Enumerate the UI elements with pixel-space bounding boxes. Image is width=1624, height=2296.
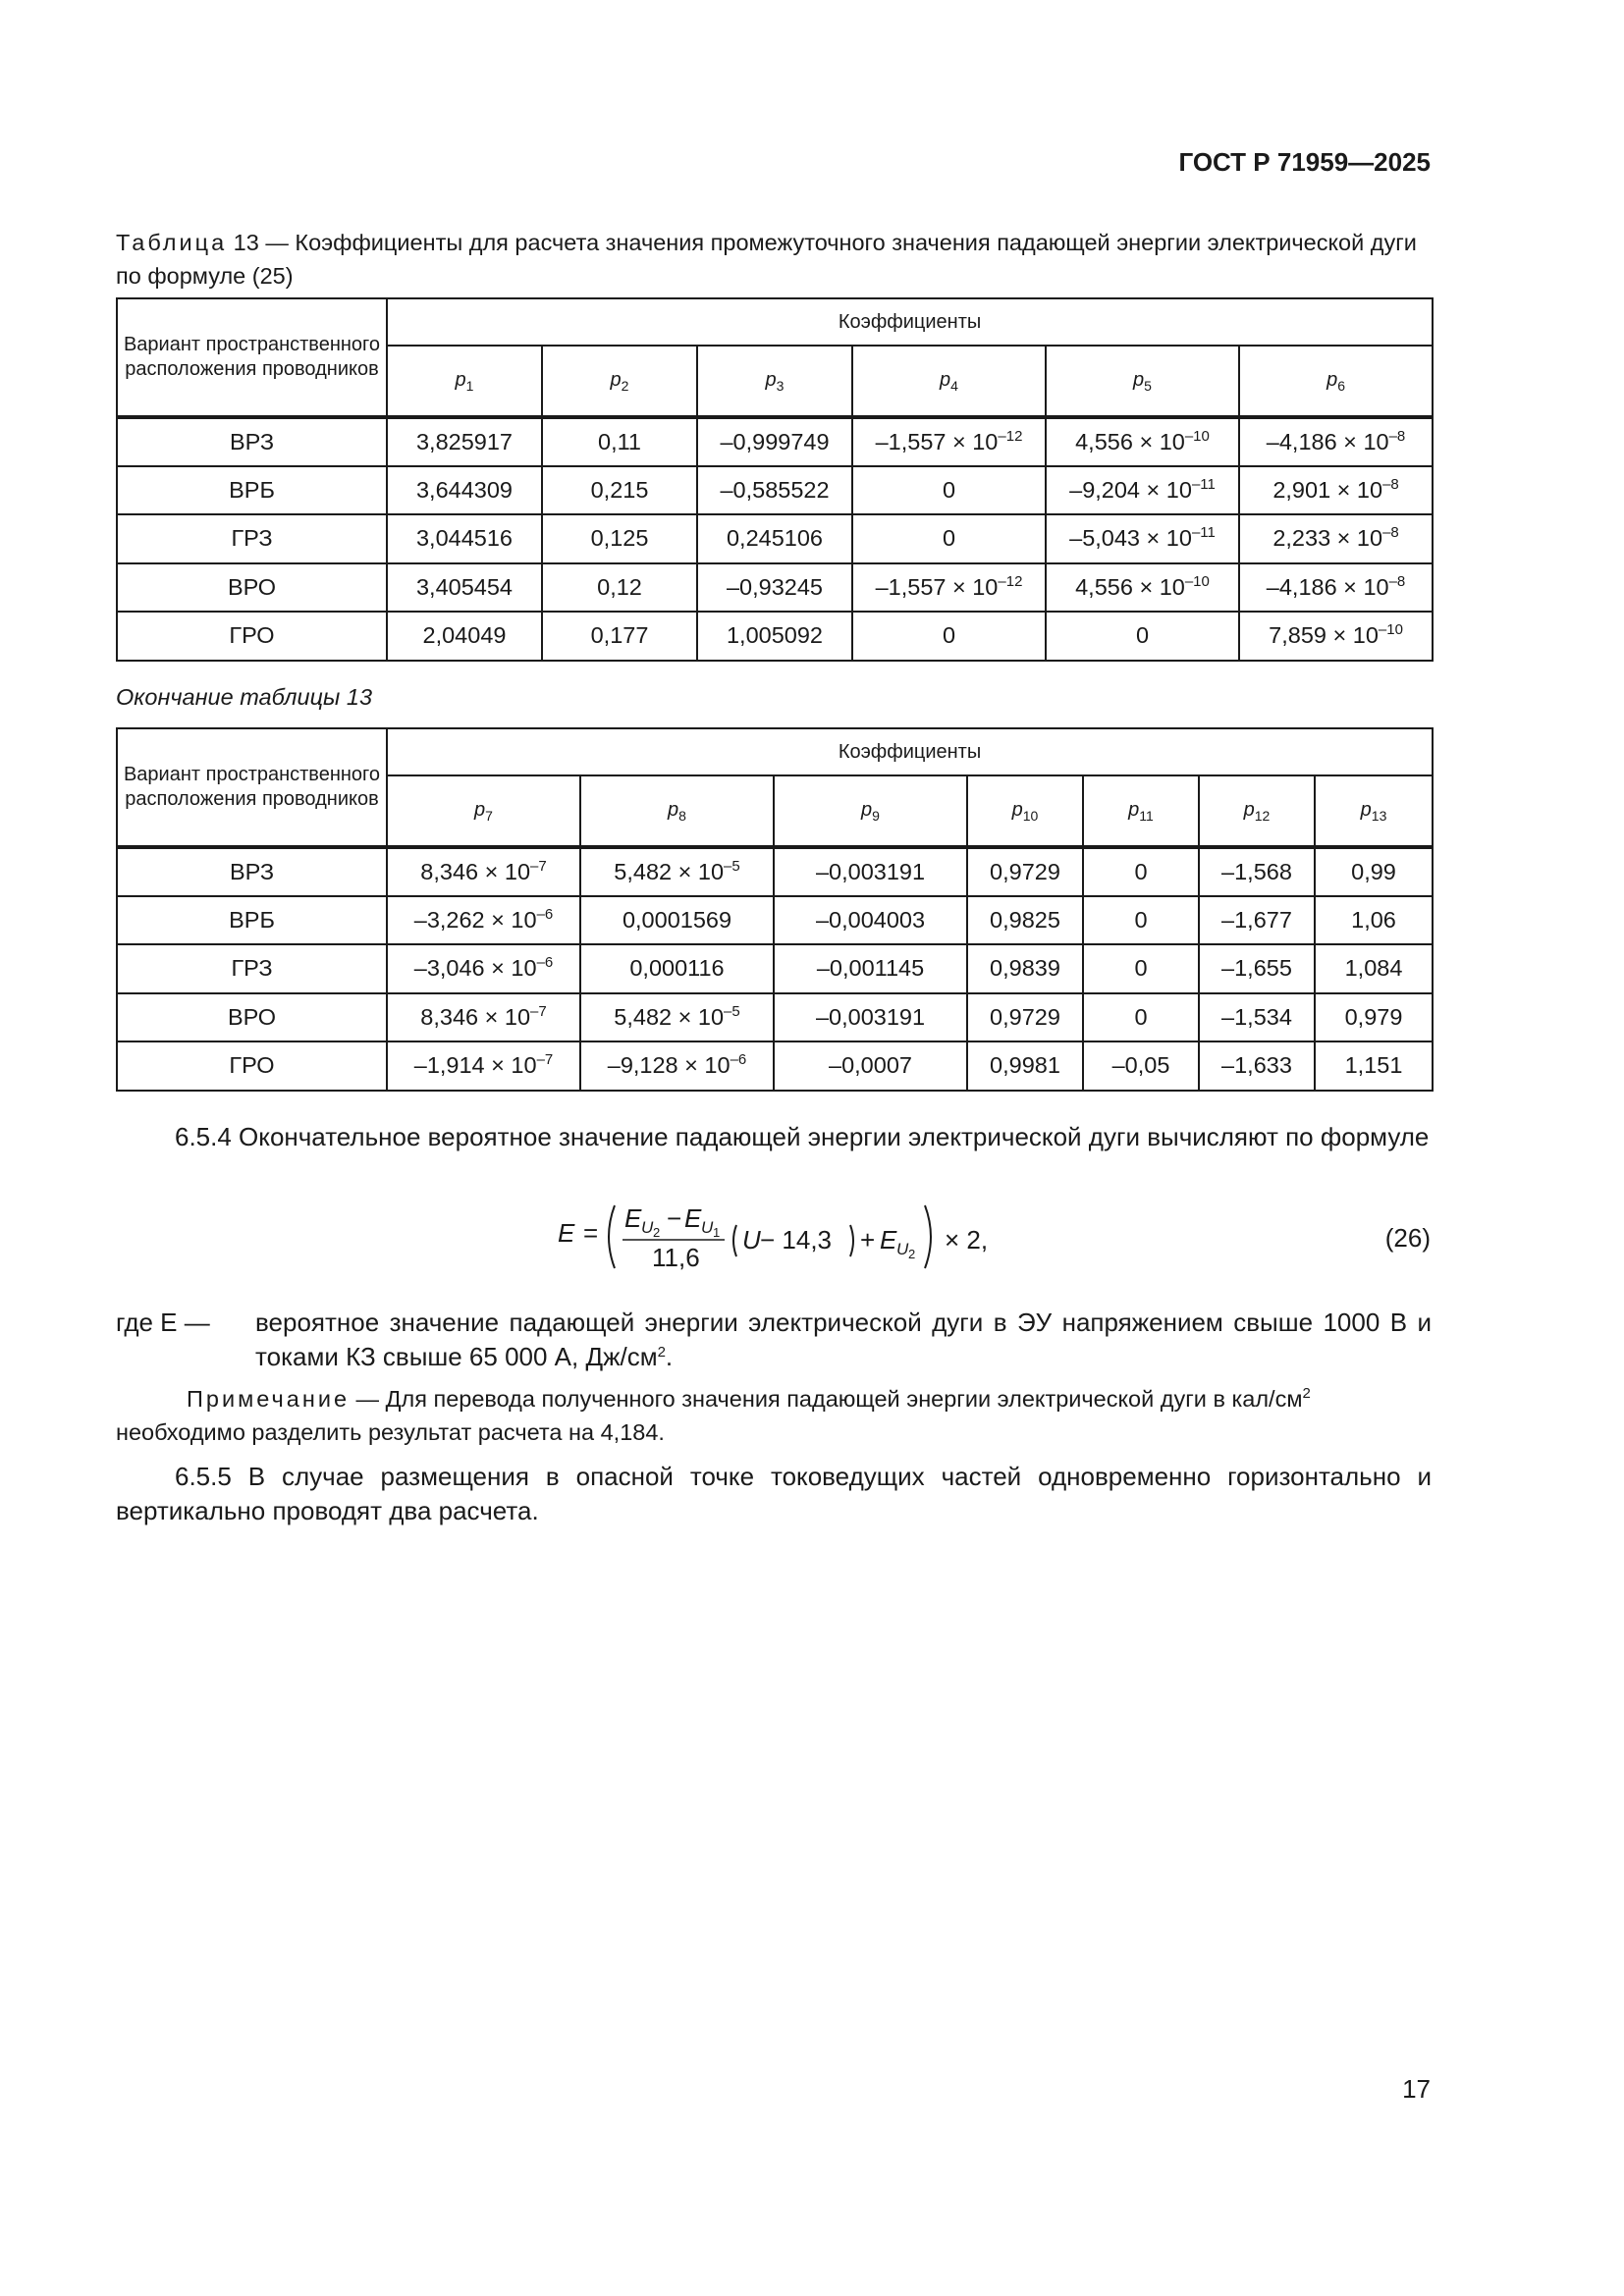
formula-paren-rest: − 14,3 (760, 1225, 833, 1255)
coef-value: –0,003191 (815, 858, 926, 884)
table-caption-label: Таблица (116, 230, 228, 255)
coef-cell (774, 944, 967, 993)
coef-value: 0,125 (590, 525, 649, 552)
table-row (117, 993, 1433, 1042)
coef-exponent: –12 (998, 427, 1023, 445)
coef-cell (1083, 993, 1199, 1042)
coef-value: 1,084 (1344, 955, 1403, 982)
table-row (117, 466, 1433, 515)
coef-symbol: p (455, 368, 466, 391)
coef-value: 0 (1135, 622, 1150, 649)
note-label: Примечание (187, 1386, 351, 1412)
coef-exponent: –10 (1378, 621, 1403, 639)
coef-cell (774, 896, 967, 945)
coef-index: 1 (465, 377, 474, 394)
coef-cell (1083, 1041, 1199, 1091)
coef-value: 0,0001569 (622, 906, 732, 933)
coef-cell (852, 466, 1046, 515)
coef-cell (1199, 993, 1315, 1042)
coef-value: –3,262 × 10 (413, 906, 537, 933)
coef-col-header (697, 346, 852, 417)
coef-exponent: –6 (730, 1051, 747, 1069)
coef-symbol: p (1243, 798, 1255, 821)
coef-value: –1,677 (1221, 906, 1292, 933)
formula-times: × 2, (945, 1225, 989, 1255)
right-paren (850, 1225, 853, 1256)
coef-exponent: –8 (1382, 475, 1399, 493)
coef-exponent: –11 (1191, 524, 1216, 542)
formula-num-b-sub: U (701, 1218, 714, 1237)
row-variant: ГРЗ (117, 944, 387, 993)
coef-value: 0,11 (598, 428, 641, 454)
coef-value: –4,186 × 10 (1266, 428, 1389, 454)
note-text: — Для перевода полученного значения падающей энергии электрической дуги в кал/см (350, 1386, 1303, 1412)
coef-value: 0 (1134, 906, 1148, 933)
variant-header: Вариант пространственного расположения проводников (117, 728, 387, 847)
coef-cell (387, 466, 542, 515)
coef-index: 2 (621, 377, 629, 394)
coef-value: 5,482 × 10 (614, 858, 725, 884)
coef-value: 4,556 × 10 (1075, 573, 1185, 600)
coef-index: 5 (1144, 377, 1152, 394)
coef-col-header (1239, 346, 1433, 417)
table-caption (116, 226, 1432, 293)
formula-equals: = (583, 1218, 599, 1248)
coef-col-header (967, 775, 1083, 847)
coef-symbol: p (610, 368, 622, 391)
coef-value: –1,655 (1221, 955, 1292, 982)
coef-value: 3,405454 (415, 573, 514, 600)
row-variant: ВРЗ (117, 847, 387, 896)
coef-value: –0,93245 (726, 573, 824, 600)
coef-cell (1315, 993, 1433, 1042)
coef-index: 3 (776, 377, 785, 394)
formula-add-sub: U (896, 1240, 909, 1258)
coef-value: 0 (1134, 858, 1148, 884)
formula-num-b-subsub: 1 (713, 1225, 721, 1240)
coef-cell (1199, 944, 1315, 993)
coef-cell (580, 847, 774, 896)
row-variant: ГРО (117, 612, 387, 661)
coef-value: 1,005092 (726, 622, 824, 649)
coef-value: 5,482 × 10 (614, 1003, 725, 1030)
coef-exponent: –10 (1184, 572, 1210, 590)
variant-header: Вариант пространственного расположения проводников (117, 298, 387, 417)
coef-exponent: –5 (724, 1002, 740, 1020)
coef-cell (387, 417, 542, 466)
coef-value: 0,12 (597, 573, 642, 600)
coef-cell (580, 993, 774, 1042)
coef-value: 0,9839 (990, 955, 1060, 982)
coef-cell (387, 993, 580, 1042)
table-row (117, 896, 1433, 945)
where-definition: вероятное значение падающей энергии электрической дуги в ЭУ напряжением свыше 1000 В и токами КЗ свыше 65 000 А, Дж/см (255, 1308, 1432, 1371)
table-row (117, 514, 1433, 563)
coef-value: –1,534 (1221, 1003, 1292, 1030)
coef-cell (387, 1041, 580, 1091)
coef-value: 0 (1134, 955, 1148, 982)
coef-col-header (1315, 775, 1433, 847)
coef-cell (542, 466, 697, 515)
coef-cell (542, 514, 697, 563)
coef-value: 3,825917 (415, 428, 514, 454)
coef-value: –0,585522 (720, 476, 830, 503)
coef-value: 0,9825 (990, 906, 1060, 933)
coef-index: 13 (1371, 807, 1387, 824)
coef-index: 10 (1022, 807, 1039, 824)
note-exponent: 2 (1302, 1385, 1311, 1402)
paragraph-6-5-4: 6.5.4 Окончательное вероятное значение падающей энергии электрической дуги вычисляют по формуле (175, 1122, 1430, 1151)
coef-exponent: –7 (530, 1002, 547, 1020)
coef-value: 0 (942, 622, 956, 649)
coef-cell (1239, 563, 1433, 613)
coef-value: –1,557 × 10 (875, 428, 999, 454)
coef-cell (1083, 896, 1199, 945)
formula-paren-var: U (742, 1225, 761, 1255)
coef-value: 2,233 × 10 (1272, 525, 1383, 552)
coef-cell (967, 1041, 1083, 1091)
table-row (117, 563, 1433, 613)
coef-cell (542, 563, 697, 613)
coef-symbol: p (861, 798, 873, 821)
coef-cell (967, 896, 1083, 945)
coef-cell (1315, 896, 1433, 945)
coef-cell (697, 563, 852, 613)
coef-col-header (1083, 775, 1199, 847)
coef-exponent: –8 (1388, 427, 1406, 445)
coef-cell (774, 993, 967, 1042)
coef-exponent: –8 (1388, 572, 1406, 590)
coef-value: –0,003191 (815, 1003, 926, 1030)
table-row (117, 1041, 1433, 1091)
coef-exponent: –6 (536, 905, 554, 923)
coef-cell (1239, 417, 1433, 466)
coef-symbol: p (1360, 798, 1372, 821)
row-variant: ГРО (117, 1041, 387, 1091)
coef-value: 0 (942, 476, 956, 503)
coef-cell (580, 896, 774, 945)
left-paren (733, 1225, 736, 1256)
coef-value: –0,999749 (720, 428, 830, 454)
coef-cell (697, 417, 852, 466)
coef-value: 8,346 × 10 (420, 1003, 531, 1030)
coef-cell (1046, 417, 1239, 466)
coef-symbol: p (474, 798, 486, 821)
coef-value: –3,046 × 10 (413, 955, 537, 982)
coef-cell (1199, 1041, 1315, 1091)
coef-cell (852, 514, 1046, 563)
coef-cell (387, 563, 542, 613)
coef-cell (387, 896, 580, 945)
coef-cell (852, 612, 1046, 661)
row-variant: ВРЗ (117, 417, 387, 466)
row-variant: ГРЗ (117, 514, 387, 563)
coef-value: –0,0007 (829, 1052, 912, 1079)
coef-cell (1199, 896, 1315, 945)
coef-value: 0 (1134, 1003, 1148, 1030)
coef-cell (387, 612, 542, 661)
coef-exponent: –12 (998, 572, 1023, 590)
coef-value: 1,151 (1344, 1052, 1403, 1079)
coef-symbol: p (1133, 368, 1145, 391)
coef-cell (852, 563, 1046, 613)
where-unit-exponent: 2 (657, 1344, 666, 1361)
formula-num-a: E (624, 1203, 642, 1233)
coef-value: –1,568 (1221, 858, 1292, 884)
coef-cell (542, 417, 697, 466)
table-caption-text: 13 — Коэффициенты для расчета значения промежуточного значения падающей энергии электрической дуги по формуле (25) (116, 230, 1417, 289)
coefficients-table-continuation (116, 727, 1434, 1092)
row-variant: ВРО (117, 563, 387, 613)
coef-cell (1046, 466, 1239, 515)
coef-cell (774, 847, 967, 896)
formula-add-subsub: 2 (908, 1247, 916, 1261)
right-big-paren (925, 1205, 931, 1268)
coef-cell (852, 417, 1046, 466)
coef-cell (1239, 466, 1433, 515)
coef-index: 4 (950, 377, 958, 394)
coef-value: 2,04049 (422, 622, 507, 649)
coef-value: 0,99 (1351, 858, 1396, 884)
coef-index: 6 (1337, 377, 1345, 394)
page-number: 17 (1402, 2074, 1431, 2104)
coef-symbol: p (765, 368, 777, 391)
coef-value: 0,245106 (726, 525, 824, 552)
coef-col-header (774, 775, 967, 847)
coef-col-header (1199, 775, 1315, 847)
coef-exponent: –11 (1191, 475, 1216, 493)
coef-cell (1046, 612, 1239, 661)
where-end: . (665, 1342, 674, 1371)
coef-cell (580, 944, 774, 993)
coef-index: 8 (678, 807, 686, 824)
row-variant: ВРБ (117, 896, 387, 945)
coef-cell (697, 514, 852, 563)
coef-value: 0,979 (1344, 1003, 1403, 1030)
coef-value: 0,9981 (990, 1052, 1060, 1079)
formula-num-a-subsub: 2 (653, 1225, 661, 1240)
note-text-2: необходимо разделить результат расчета на 4,184. (116, 1419, 665, 1445)
coef-exponent: –7 (536, 1051, 554, 1069)
coef-value: –9,128 × 10 (607, 1052, 731, 1079)
coef-cell (1239, 612, 1433, 661)
formula-num-b: E (684, 1203, 702, 1233)
coef-cell (1239, 514, 1433, 563)
coef-value: –4,186 × 10 (1266, 573, 1389, 600)
formula-plus: + (860, 1225, 876, 1255)
coef-symbol: p (940, 368, 951, 391)
coef-value: 0,000116 (629, 955, 725, 982)
coef-value: 8,346 × 10 (420, 858, 531, 884)
coef-cell (774, 1041, 967, 1091)
formula-lhs: E (558, 1218, 575, 1248)
formula-26 (550, 1198, 1021, 1276)
coef-col-header (387, 346, 542, 417)
coef-symbol: p (1011, 798, 1023, 821)
coef-cell (387, 944, 580, 993)
coef-index: 9 (872, 807, 880, 824)
coef-exponent: –6 (536, 954, 554, 972)
coef-exponent: –5 (724, 857, 740, 875)
coef-value: 0,9729 (990, 1003, 1060, 1030)
coef-value: –5,043 × 10 (1069, 525, 1192, 552)
formula-num-a-sub: U (641, 1218, 654, 1237)
coefficients-group-header: Коэффициенты (387, 728, 1433, 775)
paragraph-6-5-5: 6.5.5 В случае размещения в опасной точке токоведущих частей одновременно горизонтально и вертикально проводят два расчета. (116, 1462, 1432, 1525)
coef-cell (967, 944, 1083, 993)
coef-cell (1083, 944, 1199, 993)
document-id-header: ГОСТ Р 71959—2025 (1178, 147, 1431, 177)
coef-value: –9,204 × 10 (1069, 476, 1192, 503)
row-variant: ВРО (117, 993, 387, 1042)
coef-cell (580, 1041, 774, 1091)
coef-index: 7 (485, 807, 493, 824)
coef-cell (1315, 847, 1433, 896)
table-row (117, 612, 1433, 661)
table-row (117, 847, 1433, 896)
table-row (117, 417, 1433, 466)
formula-denominator: 11,6 (652, 1243, 700, 1272)
coef-value: 7,859 × 10 (1269, 622, 1379, 649)
coef-value: 0,215 (590, 476, 649, 503)
coef-value: 0,177 (590, 622, 649, 649)
coefficients-group-header: Коэффициенты (387, 298, 1433, 346)
coef-col-header (387, 775, 580, 847)
coef-col-header (1046, 346, 1239, 417)
coef-exponent: –8 (1382, 524, 1399, 542)
coef-cell (542, 612, 697, 661)
coef-cell (1046, 514, 1239, 563)
coef-value: 2,901 × 10 (1272, 476, 1383, 503)
equation-number: (26) (1384, 1223, 1431, 1253)
coef-cell (1315, 944, 1433, 993)
coef-symbol: p (1326, 368, 1338, 391)
coef-cell (1199, 847, 1315, 896)
coef-cell (1315, 1041, 1433, 1091)
formula-add: E (880, 1225, 897, 1255)
row-variant: ВРБ (117, 466, 387, 515)
note (116, 1382, 1432, 1449)
table-row (117, 944, 1433, 993)
coef-value: –1,914 × 10 (413, 1052, 537, 1079)
coef-value: 3,044516 (415, 525, 514, 552)
coef-value: 0 (942, 525, 956, 552)
coef-cell (967, 847, 1083, 896)
coef-symbol: p (1128, 798, 1140, 821)
coef-col-header (580, 775, 774, 847)
coef-cell (967, 993, 1083, 1042)
table-continuation-label: Окончание таблицы 13 (116, 684, 373, 710)
coef-col-header (852, 346, 1046, 417)
coef-value: –0,004003 (815, 906, 926, 933)
coef-exponent: –7 (530, 857, 547, 875)
coef-index: 12 (1254, 807, 1271, 824)
left-big-paren (609, 1205, 615, 1268)
coef-cell (1083, 847, 1199, 896)
coef-value: –1,633 (1221, 1052, 1292, 1079)
coef-index: 11 (1139, 807, 1154, 824)
coef-value: 1,06 (1351, 906, 1396, 933)
coef-value: 0,9729 (990, 858, 1060, 884)
coef-value: –0,05 (1111, 1052, 1170, 1079)
coef-symbol: p (668, 798, 679, 821)
coefficients-table (116, 297, 1434, 662)
coef-value: –1,557 × 10 (875, 573, 999, 600)
coef-cell (387, 514, 542, 563)
where-label: где E — (116, 1308, 210, 1337)
coef-col-header (542, 346, 697, 417)
coef-cell (697, 466, 852, 515)
coef-cell (387, 847, 580, 896)
coef-cell (697, 612, 852, 661)
coef-exponent: –10 (1184, 427, 1210, 445)
formula-minus: − (667, 1203, 682, 1233)
coef-value: –0,001145 (816, 955, 925, 982)
where-text (255, 1306, 1432, 1374)
coef-value: 3,644309 (415, 476, 514, 503)
coef-cell (1046, 563, 1239, 613)
coef-value: 4,556 × 10 (1075, 428, 1185, 454)
